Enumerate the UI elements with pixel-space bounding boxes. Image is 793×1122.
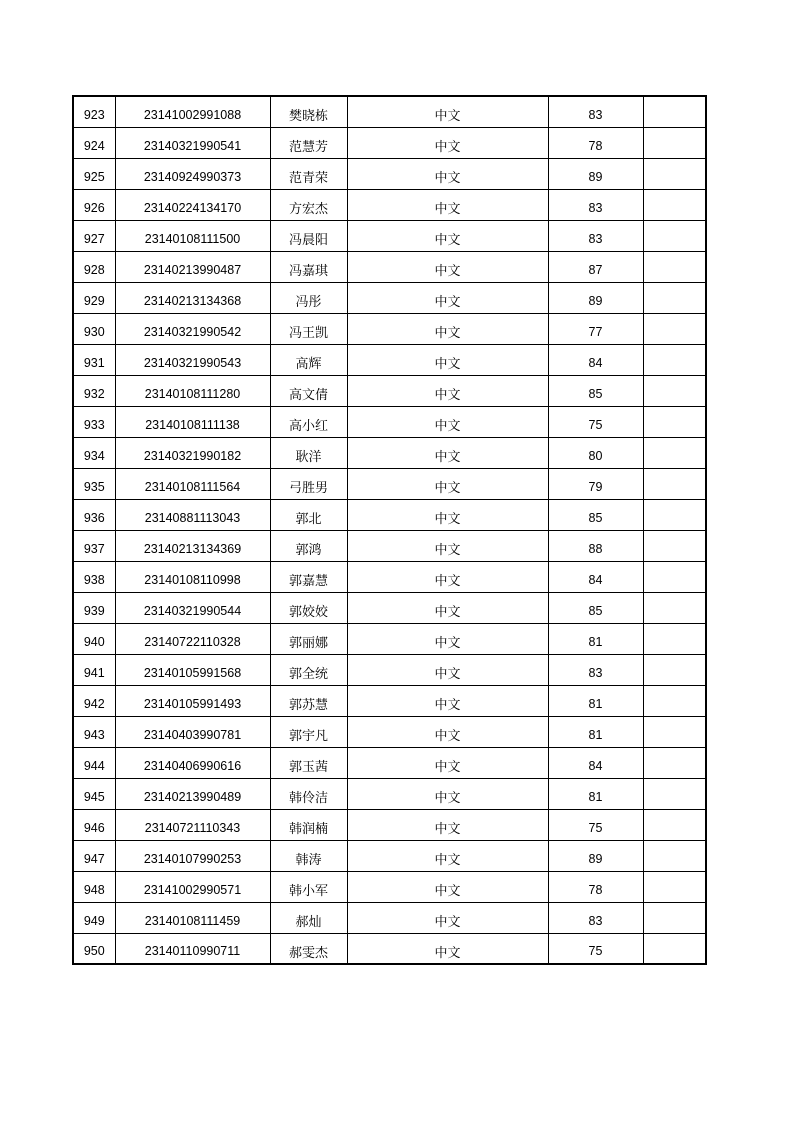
candidate-name-cell: 高小红 bbox=[270, 406, 347, 437]
subject-cell: 中文 bbox=[347, 840, 548, 871]
row-number-cell: 944 bbox=[73, 747, 115, 778]
score-cell: 75 bbox=[548, 406, 643, 437]
table-row bbox=[73, 778, 706, 809]
score-cell: 81 bbox=[548, 623, 643, 654]
table-body bbox=[73, 96, 706, 964]
table-row bbox=[73, 592, 706, 623]
exam-id-cell: 23140105991568 bbox=[115, 654, 270, 685]
candidate-name-cell: 高文倩 bbox=[270, 375, 347, 406]
subject-cell: 中文 bbox=[347, 313, 548, 344]
table-row bbox=[73, 189, 706, 220]
row-number-cell: 932 bbox=[73, 375, 115, 406]
candidate-name-cell: 郭嘉慧 bbox=[270, 561, 347, 592]
exam-id-cell: 23141002990571 bbox=[115, 871, 270, 902]
row-number-cell: 947 bbox=[73, 840, 115, 871]
table-row bbox=[73, 654, 706, 685]
table-row bbox=[73, 809, 706, 840]
subject-cell: 中文 bbox=[347, 685, 548, 716]
score-cell: 85 bbox=[548, 592, 643, 623]
remark-cell bbox=[643, 313, 706, 344]
exam-id-cell: 23140406990616 bbox=[115, 747, 270, 778]
candidate-name-cell: 郭全统 bbox=[270, 654, 347, 685]
score-cell: 81 bbox=[548, 778, 643, 809]
subject-cell: 中文 bbox=[347, 437, 548, 468]
subject-cell: 中文 bbox=[347, 375, 548, 406]
score-cell: 87 bbox=[548, 251, 643, 282]
subject-cell: 中文 bbox=[347, 344, 548, 375]
row-number-cell: 942 bbox=[73, 685, 115, 716]
table-row bbox=[73, 468, 706, 499]
exam-id-cell: 23140213134369 bbox=[115, 530, 270, 561]
remark-cell bbox=[643, 747, 706, 778]
remark-cell bbox=[643, 685, 706, 716]
exam-id-cell: 23140881113043 bbox=[115, 499, 270, 530]
exam-id-cell: 23140107990253 bbox=[115, 840, 270, 871]
table-row bbox=[73, 561, 706, 592]
row-number-cell: 936 bbox=[73, 499, 115, 530]
table-row bbox=[73, 747, 706, 778]
table-row bbox=[73, 871, 706, 902]
candidate-name-cell: 郝灿 bbox=[270, 902, 347, 933]
score-cell: 81 bbox=[548, 716, 643, 747]
remark-cell bbox=[643, 251, 706, 282]
subject-cell: 中文 bbox=[347, 654, 548, 685]
exam-id-cell: 23140108111459 bbox=[115, 902, 270, 933]
exam-id-cell: 23140108111280 bbox=[115, 375, 270, 406]
score-cell: 89 bbox=[548, 158, 643, 189]
score-cell: 75 bbox=[548, 933, 643, 964]
score-cell: 84 bbox=[548, 344, 643, 375]
row-number-cell: 945 bbox=[73, 778, 115, 809]
remark-cell bbox=[643, 282, 706, 313]
score-cell: 89 bbox=[548, 282, 643, 313]
score-cell: 83 bbox=[548, 189, 643, 220]
candidate-name-cell: 韩伶洁 bbox=[270, 778, 347, 809]
table-row bbox=[73, 158, 706, 189]
remark-cell bbox=[643, 158, 706, 189]
row-number-cell: 926 bbox=[73, 189, 115, 220]
candidate-name-cell: 郭鸿 bbox=[270, 530, 347, 561]
remark-cell bbox=[643, 127, 706, 158]
table-row bbox=[73, 220, 706, 251]
remark-cell bbox=[643, 592, 706, 623]
exam-id-cell: 23140924990373 bbox=[115, 158, 270, 189]
exam-id-cell: 23140213990489 bbox=[115, 778, 270, 809]
subject-cell: 中文 bbox=[347, 871, 548, 902]
table-row bbox=[73, 127, 706, 158]
score-cell: 83 bbox=[548, 654, 643, 685]
row-number-cell: 935 bbox=[73, 468, 115, 499]
row-number-cell: 929 bbox=[73, 282, 115, 313]
candidate-name-cell: 郭姣姣 bbox=[270, 592, 347, 623]
exam-id-cell: 23140321990541 bbox=[115, 127, 270, 158]
score-cell: 84 bbox=[548, 561, 643, 592]
candidate-name-cell: 冯王凯 bbox=[270, 313, 347, 344]
row-number-cell: 924 bbox=[73, 127, 115, 158]
score-cell: 79 bbox=[548, 468, 643, 499]
exam-id-cell: 23140213134368 bbox=[115, 282, 270, 313]
row-number-cell: 931 bbox=[73, 344, 115, 375]
remark-cell bbox=[643, 530, 706, 561]
candidate-name-cell: 郝雯杰 bbox=[270, 933, 347, 964]
remark-cell bbox=[643, 561, 706, 592]
remark-cell bbox=[643, 437, 706, 468]
exam-id-cell: 23140213990487 bbox=[115, 251, 270, 282]
subject-cell: 中文 bbox=[347, 778, 548, 809]
exam-id-cell: 23140110990711 bbox=[115, 933, 270, 964]
subject-cell: 中文 bbox=[347, 809, 548, 840]
row-number-cell: 934 bbox=[73, 437, 115, 468]
subject-cell: 中文 bbox=[347, 933, 548, 964]
candidate-name-cell: 韩涛 bbox=[270, 840, 347, 871]
subject-cell: 中文 bbox=[347, 468, 548, 499]
score-cell: 78 bbox=[548, 127, 643, 158]
subject-cell: 中文 bbox=[347, 220, 548, 251]
subject-cell: 中文 bbox=[347, 623, 548, 654]
exam-id-cell: 23140108111500 bbox=[115, 220, 270, 251]
table-row bbox=[73, 437, 706, 468]
remark-cell bbox=[643, 933, 706, 964]
table-row bbox=[73, 623, 706, 654]
score-cell: 88 bbox=[548, 530, 643, 561]
table-row bbox=[73, 716, 706, 747]
remark-cell bbox=[643, 840, 706, 871]
table-row bbox=[73, 251, 706, 282]
subject-cell: 中文 bbox=[347, 592, 548, 623]
row-number-cell: 943 bbox=[73, 716, 115, 747]
score-cell: 75 bbox=[548, 809, 643, 840]
table-row bbox=[73, 313, 706, 344]
candidate-name-cell: 郭宇凡 bbox=[270, 716, 347, 747]
remark-cell bbox=[643, 623, 706, 654]
row-number-cell: 941 bbox=[73, 654, 115, 685]
candidate-name-cell: 范青荣 bbox=[270, 158, 347, 189]
remark-cell bbox=[643, 406, 706, 437]
candidate-name-cell: 樊晓栋 bbox=[270, 96, 347, 127]
remark-cell bbox=[643, 871, 706, 902]
score-cell: 78 bbox=[548, 871, 643, 902]
subject-cell: 中文 bbox=[347, 902, 548, 933]
remark-cell bbox=[643, 96, 706, 127]
score-cell: 85 bbox=[548, 499, 643, 530]
exam-id-cell: 23140321990543 bbox=[115, 344, 270, 375]
row-number-cell: 939 bbox=[73, 592, 115, 623]
score-cell: 84 bbox=[548, 747, 643, 778]
subject-cell: 中文 bbox=[347, 158, 548, 189]
remark-cell bbox=[643, 189, 706, 220]
exam-id-cell: 23140321990544 bbox=[115, 592, 270, 623]
exam-id-cell: 23140403990781 bbox=[115, 716, 270, 747]
row-number-cell: 930 bbox=[73, 313, 115, 344]
subject-cell: 中文 bbox=[347, 282, 548, 313]
score-cell: 77 bbox=[548, 313, 643, 344]
table-row bbox=[73, 933, 706, 964]
candidate-name-cell: 冯嘉琪 bbox=[270, 251, 347, 282]
remark-cell bbox=[643, 809, 706, 840]
row-number-cell: 938 bbox=[73, 561, 115, 592]
subject-cell: 中文 bbox=[347, 747, 548, 778]
exam-id-cell: 23140722110328 bbox=[115, 623, 270, 654]
remark-cell bbox=[643, 654, 706, 685]
candidate-name-cell: 郭北 bbox=[270, 499, 347, 530]
exam-id-cell: 23140224134170 bbox=[115, 189, 270, 220]
exam-id-cell: 23140721110343 bbox=[115, 809, 270, 840]
candidate-name-cell: 耿洋 bbox=[270, 437, 347, 468]
subject-cell: 中文 bbox=[347, 530, 548, 561]
subject-cell: 中文 bbox=[347, 96, 548, 127]
remark-cell bbox=[643, 220, 706, 251]
table-row bbox=[73, 96, 706, 127]
table-row bbox=[73, 406, 706, 437]
exam-id-cell: 23140321990542 bbox=[115, 313, 270, 344]
table-row bbox=[73, 530, 706, 561]
row-number-cell: 937 bbox=[73, 530, 115, 561]
row-number-cell: 948 bbox=[73, 871, 115, 902]
score-cell: 81 bbox=[548, 685, 643, 716]
row-number-cell: 925 bbox=[73, 158, 115, 189]
row-number-cell: 950 bbox=[73, 933, 115, 964]
subject-cell: 中文 bbox=[347, 189, 548, 220]
exam-id-cell: 23140321990182 bbox=[115, 437, 270, 468]
candidate-name-cell: 范慧芳 bbox=[270, 127, 347, 158]
table-row bbox=[73, 685, 706, 716]
candidate-name-cell: 韩小军 bbox=[270, 871, 347, 902]
subject-cell: 中文 bbox=[347, 251, 548, 282]
subject-cell: 中文 bbox=[347, 716, 548, 747]
score-cell: 80 bbox=[548, 437, 643, 468]
candidate-name-cell: 高辉 bbox=[270, 344, 347, 375]
table-row bbox=[73, 902, 706, 933]
score-sheet bbox=[72, 95, 707, 965]
remark-cell bbox=[643, 716, 706, 747]
table-row bbox=[73, 344, 706, 375]
candidate-name-cell: 郭苏慧 bbox=[270, 685, 347, 716]
exam-id-cell: 23140108111138 bbox=[115, 406, 270, 437]
score-table bbox=[72, 95, 707, 965]
exam-id-cell: 23140108111564 bbox=[115, 468, 270, 499]
score-cell: 83 bbox=[548, 902, 643, 933]
remark-cell bbox=[643, 344, 706, 375]
score-cell: 89 bbox=[548, 840, 643, 871]
subject-cell: 中文 bbox=[347, 127, 548, 158]
subject-cell: 中文 bbox=[347, 499, 548, 530]
subject-cell: 中文 bbox=[347, 561, 548, 592]
candidate-name-cell: 冯彤 bbox=[270, 282, 347, 313]
candidate-name-cell: 韩润楠 bbox=[270, 809, 347, 840]
row-number-cell: 933 bbox=[73, 406, 115, 437]
exam-id-cell: 23140108110998 bbox=[115, 561, 270, 592]
remark-cell bbox=[643, 375, 706, 406]
table-row bbox=[73, 282, 706, 313]
row-number-cell: 946 bbox=[73, 809, 115, 840]
remark-cell bbox=[643, 468, 706, 499]
candidate-name-cell: 方宏杰 bbox=[270, 189, 347, 220]
row-number-cell: 949 bbox=[73, 902, 115, 933]
candidate-name-cell: 弓胜男 bbox=[270, 468, 347, 499]
candidate-name-cell: 郭丽娜 bbox=[270, 623, 347, 654]
table-row bbox=[73, 840, 706, 871]
table-row bbox=[73, 375, 706, 406]
row-number-cell: 927 bbox=[73, 220, 115, 251]
subject-cell: 中文 bbox=[347, 406, 548, 437]
candidate-name-cell: 冯晨阳 bbox=[270, 220, 347, 251]
exam-id-cell: 23140105991493 bbox=[115, 685, 270, 716]
row-number-cell: 923 bbox=[73, 96, 115, 127]
remark-cell bbox=[643, 778, 706, 809]
row-number-cell: 940 bbox=[73, 623, 115, 654]
table-row bbox=[73, 499, 706, 530]
candidate-name-cell: 郭玉茜 bbox=[270, 747, 347, 778]
remark-cell bbox=[643, 499, 706, 530]
score-cell: 83 bbox=[548, 220, 643, 251]
score-cell: 85 bbox=[548, 375, 643, 406]
exam-id-cell: 23141002991088 bbox=[115, 96, 270, 127]
remark-cell bbox=[643, 902, 706, 933]
score-cell: 83 bbox=[548, 96, 643, 127]
row-number-cell: 928 bbox=[73, 251, 115, 282]
